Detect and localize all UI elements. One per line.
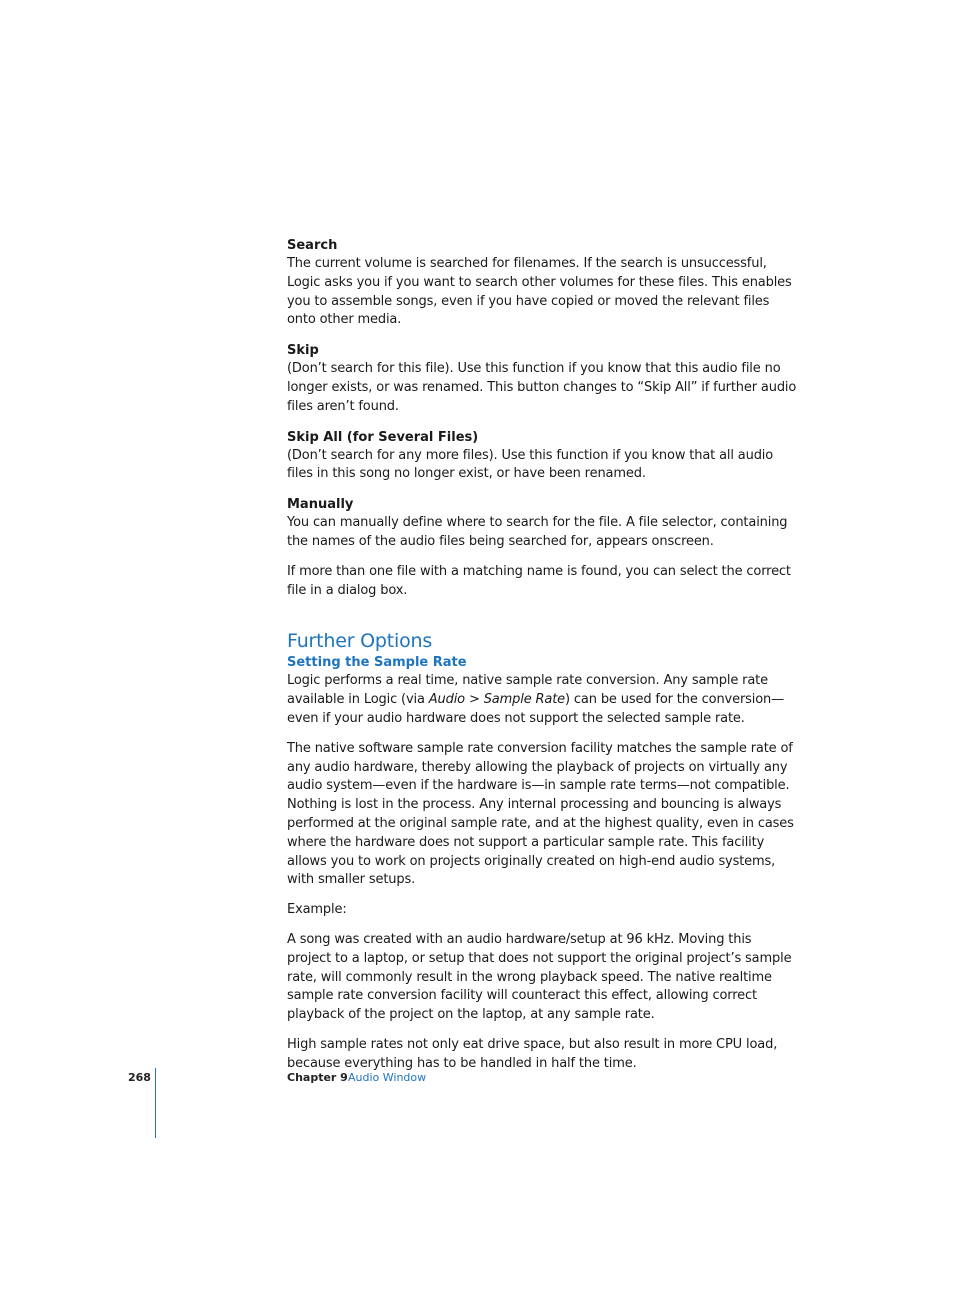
- menu-audio: Audio: [428, 692, 465, 708]
- p1-text-before: Logic performs a real time, native sample rate conversion. Any sample rate available in Logic (via: [287, 673, 768, 708]
- page-number: 268: [128, 1071, 151, 1084]
- p1-text-after: ) can be used for the conversion—even if your audio hardware does not support the selected sample rate.: [287, 692, 784, 726]
- subsection-title-sample-rate: Setting the Sample Rate: [287, 655, 467, 671]
- menu-sample-rate: Sample Rate: [483, 692, 566, 708]
- main-content: [287, 236, 797, 1085]
- sample-rate-paragraph-5: High sample rates not only eat drive space, but also result in more CPU load, because everything has to be handled in half the time.: [287, 1036, 778, 1071]
- definition-search: The current volume is searched for filenames. If the search is unsuccessful, Logic asks you if you want to search other volumes for these files. This enables you to assemble songs, even if you have copied or moved the relevant files onto other media.: [287, 256, 792, 328]
- menu-separator: >: [464, 692, 484, 708]
- term-manually: Manually: [287, 497, 354, 513]
- sample-rate-paragraph-2: The native software sample rate conversion facility matches the sample rate of any audio hardware, thereby allowing the playback of projects on virtually any audio system—even if the hardware is—in sample rate terms—not compatible. Nothing is lost in the process. Any internal processing and bouncing is always performed at the original sample rate, and at the highest quality, even in cases where the hardware does not support a particular sample rate. This facility allows you to work on projects originally created on high-end audio systems, with smaller setups.: [287, 740, 794, 888]
- example-paragraph: A song was created with an audio hardware/setup at 96 kHz. Moving this project to a laptop, or setup that does not support the original project’s sample rate, will commonly result in the wrong playback speed. The native realtime sample rate conversion facility will counteract this effect, allowing correct playback of the project on the laptop, at any sample rate.: [287, 931, 792, 1023]
- definition-skip-all: (Don’t search for any more files). Use this function if you know that all audio files in this song no longer exist, or have been renamed.: [287, 447, 774, 482]
- chapter-title-link[interactable]: Audio Window: [348, 1071, 427, 1084]
- definition-manually: You can manually define where to search for the file. A file selector, containing the names of the audio files being searched for, appears onscreen.: [287, 515, 788, 549]
- chapter-label: Chapter 9: [287, 1071, 348, 1084]
- term-skip: Skip: [287, 343, 319, 359]
- sample-rate-paragraph-1: [287, 672, 797, 728]
- term-skip-all: Skip All (for Several Files): [287, 429, 479, 445]
- multiple-match-paragraph: If more than one file with a matching name is found, you can select the correct file in a dialog box.: [287, 563, 791, 598]
- definition-skip: (Don’t search for this file). Use this function if you know that this audio file no longer exists, or was renamed. This button changes to “Skip All” if further audio files aren’t found.: [287, 361, 797, 414]
- example-label: Example:: [287, 902, 347, 918]
- section-title-further-options: Further Options: [287, 630, 433, 653]
- page-footer: [0, 1070, 954, 1090]
- term-search: Search: [287, 238, 338, 253]
